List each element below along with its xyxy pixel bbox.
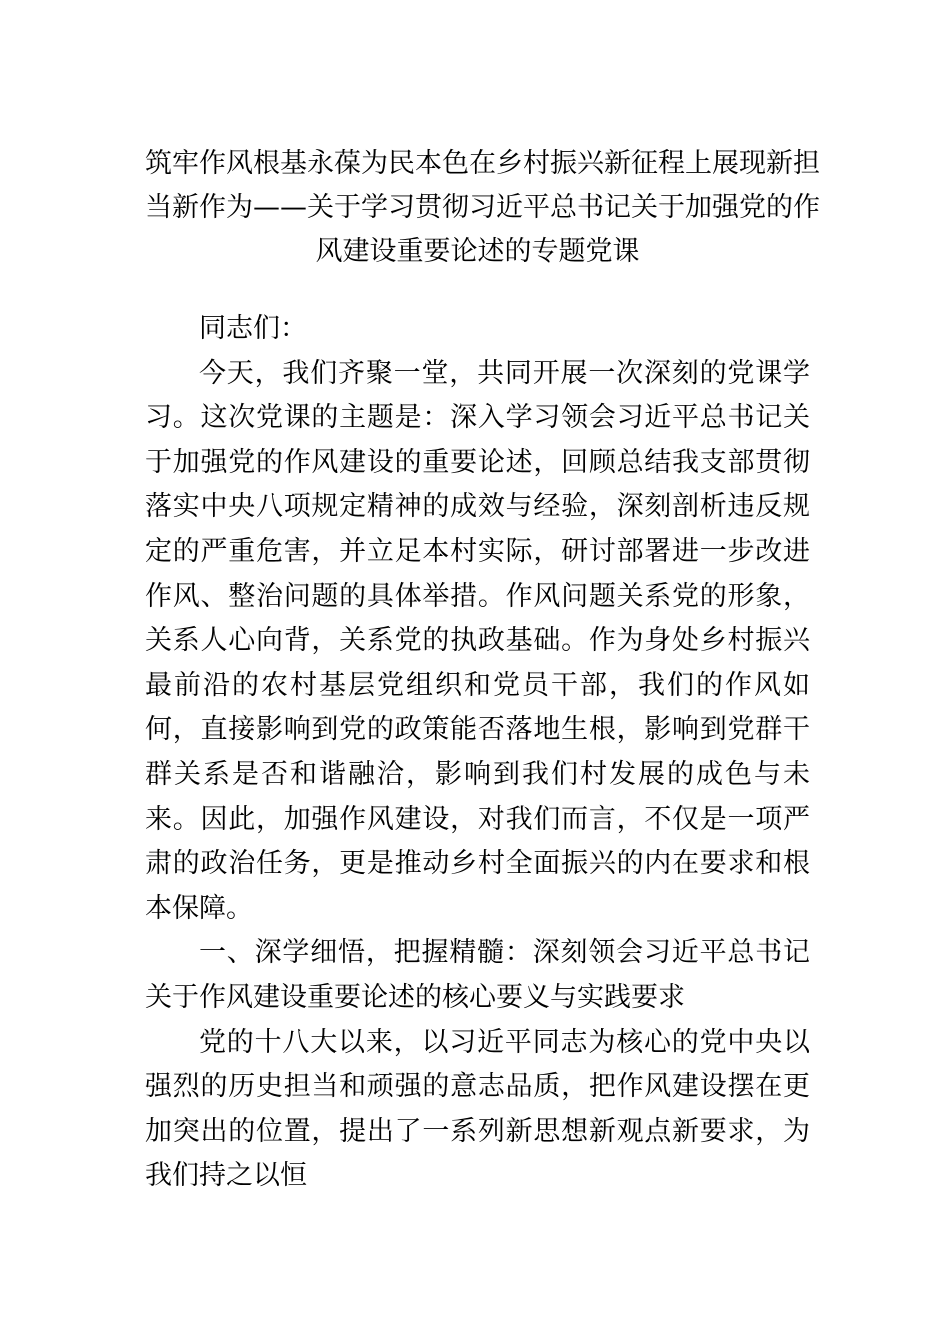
- title-line-3: 风建设重要论述的专题党课: [315, 236, 640, 267]
- paragraph-intro: 今天，我们齐聚一堂，共同开展一次深刻的党课学习。这次党课的主题是：深入学习领会习近平总书记关于加强党的作风建设的重要论述，回顾总结我支部贯彻落实中央八项规定精神的成效与经验，深刻剖析违反规定的严重危害，并立足本村实际，研讨部署进一步改进作风、整治问题的具体举措。作风问题关系党的形象，关系人心向背，关系党的执政基础。作为身处乡村振兴最前沿的农村基层党组织和党员干部，我们的作风如何，直接影响到党的政策能否落地生根，影响到党群干群关系是否和谐融洽，影响到我们村发展的成色与未来。因此，加强作风建设，对我们而言，不仅是一项严肃的政治任务，更是推动乡村全面振兴的内在要求和根本保障。: [145, 357, 810, 924]
- document-body: [145, 307, 810, 1199]
- title-line-2: 当新作为——关于学习贯彻习近平总书记关于加强党的作: [145, 192, 820, 223]
- section-heading-1: 一、深学细悟，把握精髓：深刻领会习近平总书记关于作风建设重要论述的核心要义与实践要求: [145, 937, 810, 1013]
- document-title: [145, 142, 820, 274]
- paragraph-section-1: 党的十八大以来，以习近平同志为核心的党中央以强烈的历史担当和顽强的意志品质，把作风建设摆在更加突出的位置，提出了一系列新思想新观点新要求，为我们持之以恒: [145, 1026, 810, 1192]
- salutation: 同志们：: [199, 313, 307, 344]
- title-line-1: 筑牢作风根基永葆为民本色在乡村振兴新征程上展现新担: [145, 148, 820, 179]
